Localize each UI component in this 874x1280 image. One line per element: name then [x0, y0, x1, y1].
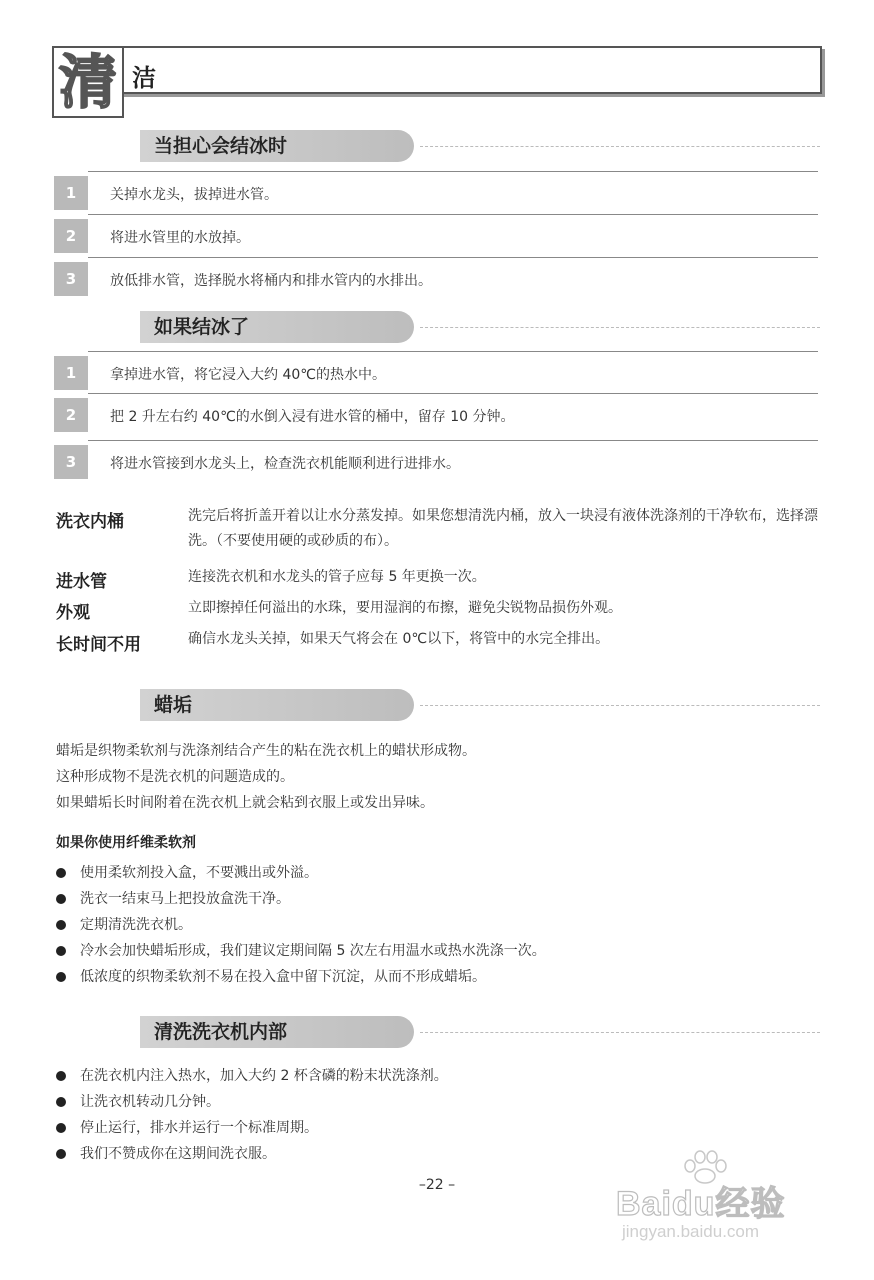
list-item-text: 定期清洗洗衣机。 — [80, 917, 192, 933]
list-item-text: 冷水会加快蜡垢形成，我们建议定期间隔 5 次左右用温水或热水洗涤一次。 — [80, 943, 546, 959]
bullet-icon — [56, 946, 66, 956]
step-row — [54, 219, 818, 253]
step-text: 将进水管接到水龙头上，检查洗衣机能顺利进行进排水。 — [110, 456, 460, 472]
step-number: 3 — [54, 445, 88, 479]
list-item-text: 让洗衣机转动几分钟。 — [80, 1094, 220, 1110]
watermark-url: jingyan.baidu.com — [622, 1222, 760, 1241]
list-item-text: 停止运行，排水并运行一个标准周期。 — [80, 1120, 318, 1136]
step-rule — [88, 171, 818, 172]
definition-term: 进水管 — [56, 572, 107, 592]
definition-text: 洗完后将折盖开着以让水分蒸发掉。如果您想清洗内桶，放入一块浸有液体洗涤剂的干净软布，选择漂洗。（不要使用硬的或砂质的布）。 — [188, 508, 818, 549]
step-rule — [88, 440, 818, 441]
definition-text: 确信水龙头关掉，如果天气将会在 0℃以下，将管中的水完全排出。 — [188, 631, 610, 647]
step-row — [54, 262, 818, 296]
list-item — [56, 1143, 276, 1163]
bullet-icon — [56, 868, 66, 878]
wax-paragraph: 这种形成物不是洗衣机的问题造成的。 — [56, 769, 294, 785]
step-row — [54, 356, 818, 390]
definition-term: 长时间不用 — [56, 635, 141, 655]
section-divider — [420, 1032, 820, 1033]
step-text: 将进水管里的水放掉。 — [110, 230, 250, 246]
definition-text: 连接洗衣机和水龙头的管子应每 5 年更换一次。 — [188, 569, 486, 585]
softener-heading: 如果你使用纤维柔软剂 — [56, 835, 196, 851]
bullet-icon — [56, 972, 66, 982]
section-divider — [420, 146, 820, 147]
list-item-text: 低浓度的织物柔软剂不易在投入盒中留下沉淀，从而不形成蜡垢。 — [80, 969, 486, 985]
bullet-icon — [56, 1071, 66, 1081]
step-number: 3 — [54, 262, 88, 296]
bullet-icon — [56, 920, 66, 930]
page-number: –22 – — [418, 1177, 456, 1193]
list-item — [56, 888, 290, 908]
title-small-char: 洁 — [132, 64, 156, 92]
title-frame — [120, 46, 822, 94]
section-title: 如果结冰了 — [140, 311, 414, 343]
list-item-text: 洗衣一结束马上把投放盒洗干净。 — [80, 891, 290, 907]
step-row — [54, 398, 818, 432]
section-title: 当担心会结冰时 — [140, 130, 414, 162]
step-row — [54, 445, 818, 479]
list-item — [56, 966, 486, 986]
section-title: 清洗洗衣机内部 — [140, 1016, 414, 1048]
bullet-icon — [56, 1149, 66, 1159]
list-item-text: 使用柔软剂投入盒，不要溅出或外溢。 — [80, 865, 318, 881]
step-text: 放低排水管，选择脱水将桶内和排水管内的水排出。 — [110, 273, 432, 289]
step-number: 1 — [54, 176, 88, 210]
definition-term: 外观 — [56, 603, 90, 623]
step-number: 2 — [54, 398, 88, 432]
section-title: 蜡垢 — [140, 689, 414, 721]
section-header-freeze-worry — [140, 130, 820, 162]
step-number: 1 — [54, 356, 88, 390]
step-rule — [88, 393, 818, 394]
wax-paragraph: 蜡垢是织物柔软剂与洗涤剂结合产生的粘在洗衣机上的蜡状形成物。 — [56, 743, 476, 759]
list-item — [56, 1091, 220, 1111]
page-title — [52, 46, 822, 118]
step-text: 把 2 升左右约 40℃的水倒入浸有进水管的桶中，留存 10 分钟。 — [110, 409, 515, 425]
wax-paragraph: 如果蜡垢长时间附着在洗衣机上就会粘到衣服上或发出异味。 — [56, 795, 434, 811]
list-item — [56, 1065, 448, 1085]
step-rule — [88, 257, 818, 258]
section-header-wax — [140, 689, 820, 721]
step-number: 2 — [54, 219, 88, 253]
list-item — [56, 940, 546, 960]
list-item — [56, 914, 192, 934]
list-item — [56, 862, 318, 882]
step-rule — [88, 351, 818, 352]
bullet-icon — [56, 894, 66, 904]
step-row — [54, 176, 818, 210]
step-text: 关掉水龙头，拔掉进水管。 — [110, 187, 278, 203]
list-item — [56, 1117, 318, 1137]
section-header-frozen — [140, 311, 820, 343]
baidu-watermark — [616, 1150, 826, 1250]
section-divider — [420, 705, 820, 706]
step-text: 拿掉进水管，将它浸入大约 40℃的热水中。 — [110, 367, 386, 383]
list-item-text: 在洗衣机内注入热水，加入大约 2 杯含磷的粉末状洗涤剂。 — [80, 1068, 448, 1084]
bullet-icon — [56, 1097, 66, 1107]
definition-term: 洗衣内桶 — [56, 512, 124, 532]
title-big-char: 清 — [52, 46, 124, 118]
step-rule — [88, 214, 818, 215]
bullet-icon — [56, 1123, 66, 1133]
list-item-text: 我们不赞成你在这期间洗衣服。 — [80, 1146, 276, 1162]
section-header-inner-clean — [140, 1016, 820, 1048]
watermark-logo: Baidu经验 — [616, 1185, 786, 1223]
section-divider — [420, 327, 820, 328]
definition-text: 立即擦掉任何溢出的水珠，要用湿润的布擦，避免尖锐物品损伤外观。 — [188, 600, 622, 616]
